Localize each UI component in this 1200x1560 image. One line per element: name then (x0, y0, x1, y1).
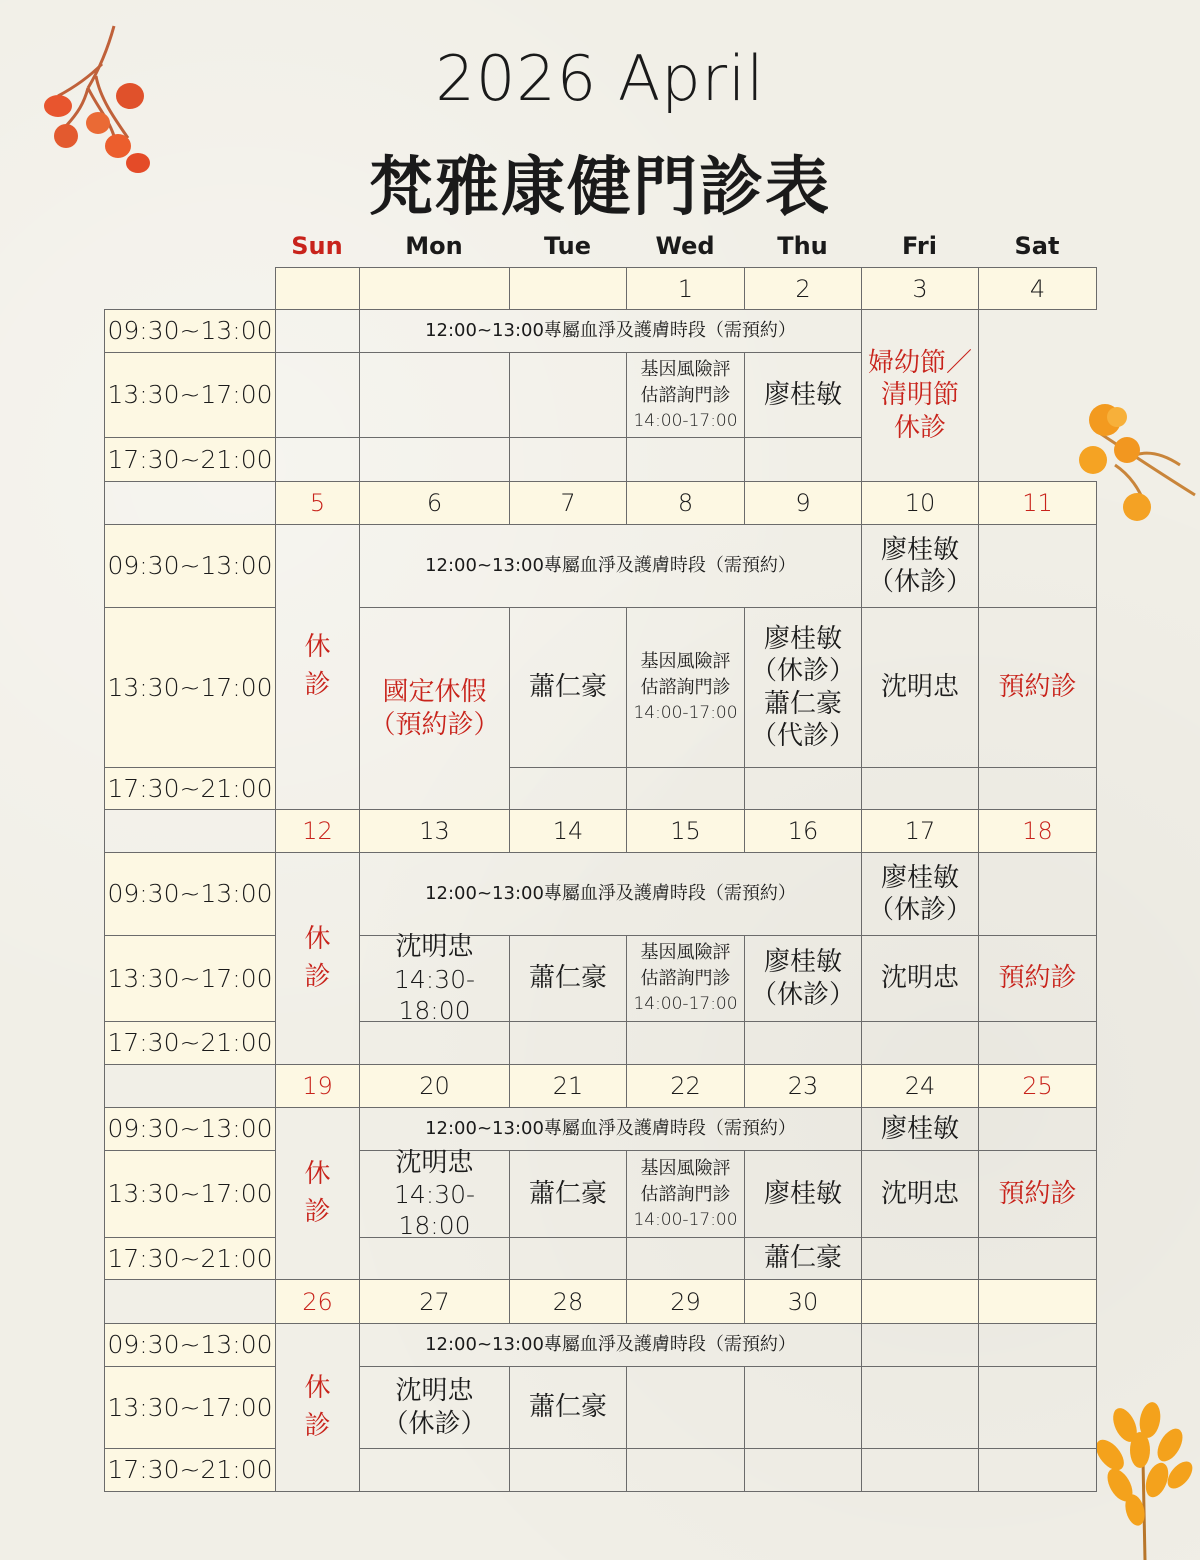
month-heading: 2026 April (435, 42, 765, 115)
page-title: 梵雅康健門診表 (369, 151, 831, 225)
service-line: 基因風險評 (640, 942, 731, 964)
closure-text: 預約診 (998, 963, 1077, 994)
closure-text: 診 (304, 670, 331, 700)
schedule-cell-empty (744, 767, 862, 810)
date-cell (978, 481, 1097, 525)
date-cell (978, 809, 1097, 853)
service-line: 基因風險評 (640, 358, 731, 380)
session-time-label (104, 352, 276, 438)
date-number: 19 (302, 1072, 333, 1100)
date-cell (359, 1279, 510, 1324)
date-cell (626, 809, 745, 853)
session-time-label (104, 1237, 276, 1280)
date-cell (275, 1279, 360, 1324)
date-cell (359, 1064, 510, 1108)
schedule-cell-empty (978, 1448, 1097, 1492)
date-cell (744, 267, 862, 310)
day-header-mon: Mon (405, 232, 463, 260)
day-header-sun: Sun (291, 232, 343, 260)
session-time-label (104, 1021, 276, 1065)
schedule-cell-empty (861, 1021, 979, 1065)
service-time: 14:00-17:00 (633, 703, 738, 724)
service-line: 估諮詢門診 (640, 1183, 731, 1205)
service-time: 14:00-17:00 (633, 410, 738, 431)
closure-text: 婦幼節／清明節 (867, 347, 972, 411)
schedule-cell-empty (744, 1448, 862, 1492)
schedule-cell-empty (978, 1107, 1097, 1151)
schedule-cell (861, 1150, 979, 1238)
schedule-cell-empty (359, 352, 510, 438)
schedule-cell (275, 1323, 360, 1492)
session-time-label (104, 437, 276, 482)
service-line: 基因風險評 (640, 651, 731, 673)
schedule-cell (978, 1150, 1097, 1238)
session-time: 17:30~21:00 (107, 1028, 273, 1058)
schedule-cell-empty (978, 1237, 1097, 1280)
schedule-cell (744, 352, 862, 438)
special-session-note (359, 1323, 862, 1367)
date-number: 1 (677, 274, 694, 303)
session-time: 09:30~13:00 (107, 316, 273, 346)
closure-text: 國定休假 (382, 677, 487, 707)
session-time-label (104, 1448, 276, 1492)
session-time: 13:30~17:00 (107, 1179, 273, 1209)
date-number: 6 (426, 489, 443, 517)
schedule-cell (509, 935, 627, 1022)
doctor-name: 蕭仁豪 (528, 672, 607, 703)
date-cell (744, 1279, 862, 1324)
doctor-name: 沈明忠 (880, 963, 959, 994)
date-cell (509, 1279, 627, 1324)
date-cell (359, 481, 510, 525)
doctor-name: 蕭仁豪 (528, 1392, 607, 1423)
date-number: 4 (1029, 274, 1046, 303)
service-line: 基因風險評 (640, 1157, 731, 1179)
schedule-cell-empty (861, 1323, 979, 1367)
date-cell (626, 481, 745, 525)
schedule-cell (626, 1150, 745, 1238)
special-session-note (359, 309, 862, 353)
doctor-name: 廖桂敏 (880, 862, 959, 893)
doctor-name: （代診） (750, 721, 855, 751)
date-cell (861, 267, 979, 310)
date-row-spacer (104, 1279, 276, 1324)
doctor-name: 蕭仁豪 (763, 1243, 842, 1274)
schedule-cell (275, 1107, 360, 1280)
schedule-cell-empty (509, 352, 627, 438)
date-row-spacer (104, 481, 276, 525)
doctor-name: 沈明忠 (395, 1147, 474, 1178)
session-time-label (104, 309, 276, 353)
schedule-cell (275, 524, 360, 810)
date-number: 26 (302, 1287, 333, 1316)
date-cell (509, 809, 627, 853)
schedule-cell (744, 935, 862, 1022)
doctor-name: 沈明忠 (880, 672, 959, 703)
closure-text: 診 (304, 1410, 331, 1441)
date-number: 28 (552, 1287, 584, 1316)
schedule-cell-empty (626, 1021, 745, 1065)
session-time-label (104, 1323, 276, 1367)
date-cell (275, 809, 360, 853)
schedule-cell-empty (978, 1021, 1097, 1065)
schedule-cell-empty (978, 767, 1097, 810)
doctor-name: 沈明忠 (880, 1178, 959, 1209)
session-time-label (104, 1107, 276, 1151)
doctor-name: （休診） (867, 567, 972, 597)
schedule-cell-empty (509, 1237, 627, 1280)
date-cell (509, 1064, 627, 1108)
session-time: 13:30~17:00 (107, 672, 273, 702)
schedule-cell (978, 607, 1097, 768)
schedule-cell-empty (509, 1021, 627, 1065)
schedule-cell (626, 352, 745, 438)
date-number: 17 (904, 817, 936, 845)
date-cell (359, 267, 510, 310)
schedule-cell (744, 1237, 862, 1280)
session-time: 09:30~13:00 (107, 551, 273, 581)
schedule-cell-empty (275, 437, 360, 482)
session-time: 09:30~13:00 (107, 1114, 273, 1144)
date-number: 9 (795, 489, 811, 517)
closure-text: 休診 (893, 412, 946, 443)
schedule-cell-empty (359, 1237, 510, 1280)
date-number: 30 (787, 1287, 819, 1316)
date-cell (744, 1064, 862, 1108)
date-number: 12 (302, 817, 333, 845)
date-number: 18 (1022, 817, 1053, 845)
date-number: 29 (670, 1287, 701, 1316)
schedule-cell-empty (626, 1366, 745, 1449)
special-note-text: 12:00~13:00專屬血淨及護膚時段（需預約） (425, 319, 796, 341)
session-time: 09:30~13:00 (107, 1330, 273, 1360)
session-time: 13:30~17:00 (107, 963, 273, 993)
schedule-cell (359, 1147, 510, 1241)
schedule-cell-empty (978, 852, 1097, 936)
doctor-name: 沈明忠 (395, 1376, 474, 1406)
closure-text: 休 (304, 923, 331, 954)
date-number: 14 (552, 817, 584, 845)
schedule-cell-empty (978, 524, 1097, 608)
doctor-name: 沈明忠 (395, 932, 474, 962)
date-cell (275, 1064, 360, 1108)
date-cell (626, 1279, 745, 1324)
date-cell (626, 1064, 745, 1108)
date-cell (275, 481, 360, 525)
day-header-wed: Wed (655, 232, 715, 260)
date-number: 22 (670, 1072, 701, 1100)
special-note-text: 12:00~13:00專屬血淨及護膚時段（需預約） (425, 554, 796, 576)
service-line: 估諮詢門診 (640, 968, 731, 990)
session-time-label (104, 607, 276, 768)
date-cell (509, 267, 627, 310)
schedule-cell (978, 935, 1097, 1022)
session-time-label (104, 1366, 276, 1449)
date-cell (861, 1279, 979, 1324)
date-cell (861, 481, 979, 525)
schedule-cell-empty (509, 767, 627, 810)
schedule-cell-empty (359, 1448, 510, 1492)
schedule-cell-empty (744, 437, 862, 482)
date-number: 11 (1022, 489, 1053, 517)
date-cell (744, 481, 862, 525)
closure-text: 診 (304, 1196, 331, 1227)
session-time: 13:30~17:00 (107, 1392, 273, 1422)
doctor-name: （休診） (382, 1408, 487, 1439)
schedule-cell (509, 1150, 627, 1238)
special-note-text: 12:00~13:00專屬血淨及護膚時段（需預約） (425, 1333, 796, 1355)
day-header-thu: Thu (777, 232, 828, 260)
date-number: 20 (419, 1072, 450, 1100)
schedule-cell-empty (861, 1237, 979, 1280)
date-cell (626, 267, 745, 310)
date-number: 23 (787, 1072, 819, 1100)
service-line: 估諮詢門診 (640, 384, 731, 406)
schedule-cell-empty (626, 437, 745, 482)
schedule-cell-empty (359, 437, 510, 482)
closure-text: 預約診 (998, 672, 1077, 703)
schedule-cell (509, 607, 627, 768)
schedule-cell-empty (509, 1448, 627, 1492)
service-line: 估諮詢門診 (640, 677, 731, 699)
doctor-name: （休診） (750, 979, 855, 1010)
schedule-cell (861, 1107, 979, 1151)
session-time-label (104, 524, 276, 608)
doctor-name: 蕭仁豪 (763, 688, 842, 719)
date-number: 10 (904, 489, 936, 517)
doctor-name: （休診） (750, 656, 855, 686)
clinic-hours: 14:30-18:00 (393, 964, 476, 1025)
session-time: 13:30~17:00 (107, 380, 273, 410)
date-cell (861, 809, 979, 853)
closure-text: 休 (304, 632, 331, 663)
doctor-name: 廖桂敏 (880, 1113, 959, 1144)
schedule-cell (359, 932, 510, 1025)
date-cell (861, 1064, 979, 1108)
schedule-cell-empty (744, 1021, 862, 1065)
date-cell (978, 1064, 1097, 1108)
special-note-text: 12:00~13:00專屬血淨及護膚時段（需預約） (425, 1117, 796, 1139)
date-number: 8 (677, 489, 694, 517)
date-number: 25 (1022, 1072, 1053, 1100)
date-cell (744, 809, 862, 853)
date-row-spacer (104, 809, 276, 853)
closure-text: 休 (304, 1372, 331, 1403)
special-note-text: 12:00~13:00專屬血淨及護膚時段（需預約） (425, 882, 796, 904)
date-cell (275, 267, 360, 310)
day-header-sat: Sat (1014, 232, 1060, 260)
schedule-cell-empty (359, 1021, 510, 1065)
date-number: 3 (912, 274, 928, 303)
date-number: 5 (309, 489, 326, 517)
schedule-cell-empty (275, 352, 360, 438)
schedule-cell (861, 935, 979, 1022)
session-time: 17:30~21:00 (107, 1243, 273, 1273)
schedule-cell (359, 607, 510, 810)
schedule-cell (861, 309, 979, 482)
date-row-spacer (104, 1064, 276, 1108)
clinic-hours: 14:30-18:00 (393, 1180, 476, 1241)
doctor-name: 廖桂敏 (763, 379, 842, 410)
session-time: 17:30~21:00 (107, 1455, 273, 1485)
schedule-cell-empty (978, 1323, 1097, 1367)
schedule-cell (744, 607, 862, 768)
schedule-cell-empty (626, 767, 745, 810)
doctor-name: 廖桂敏 (763, 1178, 842, 1209)
session-time: 09:30~13:00 (107, 879, 273, 909)
schedule-cell-empty (861, 1448, 979, 1492)
doctor-name: （休診） (867, 895, 972, 925)
closure-text: 診 (304, 961, 331, 992)
doctor-name: 蕭仁豪 (528, 1178, 607, 1209)
schedule-cell (744, 1150, 862, 1238)
schedule-cell-empty (744, 1366, 862, 1449)
date-number: 16 (787, 817, 819, 845)
date-number: 2 (795, 274, 811, 303)
date-cell (509, 481, 627, 525)
schedule-cell-empty (626, 1448, 745, 1492)
day-header-fri: Fri (902, 232, 937, 260)
session-time: 17:30~21:00 (107, 444, 273, 474)
service-time: 14:00-17:00 (633, 994, 738, 1015)
date-cell (359, 809, 510, 853)
doctor-name: 廖桂敏 (763, 947, 842, 977)
schedule-cell-empty (978, 1366, 1097, 1449)
schedule-cell (626, 935, 745, 1022)
schedule-cell (509, 1366, 627, 1449)
date-number: 21 (552, 1072, 584, 1100)
date-cell (978, 267, 1097, 310)
schedule-cell (626, 607, 745, 768)
schedule-cell-empty (861, 1366, 979, 1449)
closure-text: 預約診 (998, 1178, 1077, 1209)
schedule-cell-empty (626, 1237, 745, 1280)
day-header-tue: Tue (543, 232, 592, 260)
closure-text: （預約診） (369, 709, 500, 740)
schedule-cell (861, 607, 979, 768)
special-session-note (359, 852, 862, 936)
schedule-cell (861, 852, 979, 936)
date-cell (978, 1279, 1097, 1324)
date-number: 24 (904, 1072, 936, 1100)
schedule-cell (275, 852, 360, 1065)
session-time: 17:30~21:00 (107, 773, 273, 803)
service-time: 14:00-17:00 (633, 1209, 738, 1230)
date-number: 7 (560, 489, 576, 517)
session-time-label (104, 852, 276, 936)
schedule-cell-empty (509, 437, 627, 482)
date-number: 13 (419, 817, 450, 845)
doctor-name: 廖桂敏 (763, 623, 842, 654)
session-time-label (104, 767, 276, 810)
schedule-cell (359, 1366, 510, 1449)
schedule-cell (861, 524, 979, 608)
doctor-name: 廖桂敏 (880, 534, 959, 565)
schedule-cell-empty (861, 767, 979, 810)
doctor-name: 蕭仁豪 (528, 963, 607, 994)
session-time-label (104, 1150, 276, 1238)
special-session-note (359, 524, 862, 608)
closure-text: 休 (304, 1158, 331, 1189)
date-number: 15 (670, 817, 701, 845)
date-number: 27 (419, 1287, 450, 1316)
special-session-note (359, 1107, 862, 1151)
schedule-cell-empty (275, 309, 360, 353)
session-time-label (104, 935, 276, 1022)
